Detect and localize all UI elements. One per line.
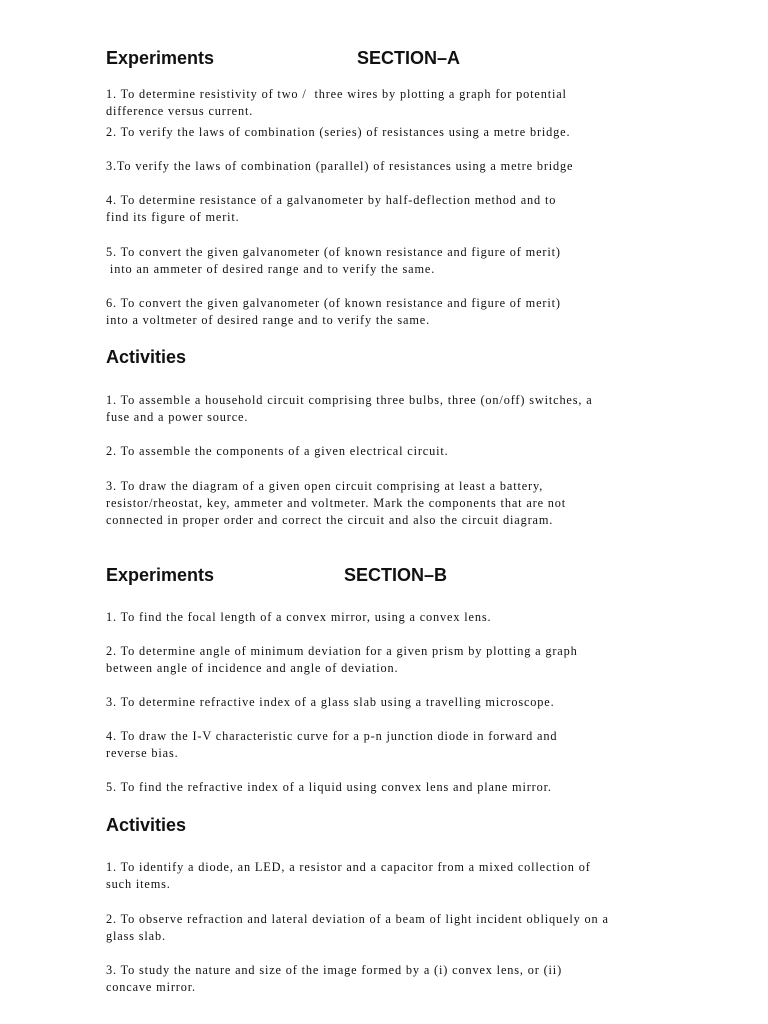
section-b-label: SECTION–B xyxy=(344,565,448,585)
text-line: into an ammeter of desired range and to verify the same. xyxy=(106,262,436,276)
text-line: 1. To assemble a household circuit comprising three bulbs, three (on/off) switches, a xyxy=(106,393,593,407)
text-line: 6. To convert the given galvanometer (of known resistance and figure of merit) xyxy=(106,296,561,310)
text-line: 3. To draw the diagram of a given open circuit comprising at least a battery, xyxy=(106,479,544,493)
section-a-experiment-4 xyxy=(106,192,706,226)
section-b-activity-3 xyxy=(106,962,706,996)
section-b-experiment-1 xyxy=(106,609,706,626)
section-a-activity-1 xyxy=(106,392,706,426)
text-line: resistor/rheostat, key, ammeter and voltmeter. Mark the components that are not xyxy=(106,496,567,510)
section-a-experiment-5 xyxy=(106,244,706,278)
text-line: 1. To find the focal length of a convex mirror, using a convex lens. xyxy=(106,610,492,624)
text-line: 3. To determine refractive index of a glass slab using a travelling microscope. xyxy=(106,695,555,709)
text-line: 4. To determine resistance of a galvanometer by half-deflection method and to xyxy=(106,193,557,207)
section-a-experiment-2 xyxy=(106,124,706,141)
section-a-activity-3 xyxy=(106,478,706,529)
text-line: concave mirror. xyxy=(106,980,196,994)
text-line: 3. To study the nature and size of the image formed by a (i) convex lens, or (ii) xyxy=(106,963,563,977)
text-line: difference versus current. xyxy=(106,104,254,118)
text-line: 2. To verify the laws of combination (series) of resistances using a metre bridge. xyxy=(106,125,571,139)
text-line: 5. To find the refractive index of a liquid using convex lens and plane mirror. xyxy=(106,780,552,794)
text-line: 1. To determine resistivity of two / three wires by plotting a graph for potential xyxy=(106,87,567,101)
section-b-activity-2 xyxy=(106,911,706,945)
text-line: between angle of incidence and angle of deviation. xyxy=(106,661,399,675)
text-line: such items. xyxy=(106,877,171,891)
section-b-activity-1 xyxy=(106,859,706,893)
section-a-experiment-1 xyxy=(106,86,706,120)
section-b-experiment-3 xyxy=(106,694,706,711)
text-line: 5. To convert the given galvanometer (of known resistance and figure of merit) xyxy=(106,245,561,259)
section-b-activities-heading: Activities xyxy=(106,815,187,835)
section-a-experiment-3 xyxy=(106,158,706,175)
text-line: find its figure of merit. xyxy=(106,210,240,224)
section-a-label: SECTION–A xyxy=(357,48,461,68)
section-b-experiment-2 xyxy=(106,643,706,677)
section-a-activity-2 xyxy=(106,443,706,460)
text-line: 3.To verify the laws of combination (parallel) of resistances using a metre bridge xyxy=(106,159,574,173)
text-line: 2. To determine angle of minimum deviation for a given prism by plotting a graph xyxy=(106,644,578,658)
text-line: fuse and a power source. xyxy=(106,410,249,424)
text-line: 4. To draw the I-V characteristic curve for a p-n junction diode in forward and xyxy=(106,729,558,743)
text-line: into a voltmeter of desired range and to verify the same. xyxy=(106,313,431,327)
section-b-experiments-heading: Experiments xyxy=(106,565,215,585)
text-line: 1. To identify a diode, an LED, a resistor and a capacitor from a mixed collection of xyxy=(106,860,591,874)
section-b-experiment-4 xyxy=(106,728,706,762)
text-line: 2. To observe refraction and lateral deviation of a beam of light incident obliquely on a xyxy=(106,912,609,926)
text-line: reverse bias. xyxy=(106,746,179,760)
section-a-experiments-heading: Experiments xyxy=(106,48,215,68)
section-b-experiment-5 xyxy=(106,779,706,796)
section-a-experiment-6 xyxy=(106,295,706,329)
text-line: connected in proper order and correct the circuit and also the circuit diagram. xyxy=(106,513,554,527)
text-line: 2. To assemble the components of a given electrical circuit. xyxy=(106,444,449,458)
text-line: glass slab. xyxy=(106,929,166,943)
section-a-activities-heading: Activities xyxy=(106,347,187,367)
